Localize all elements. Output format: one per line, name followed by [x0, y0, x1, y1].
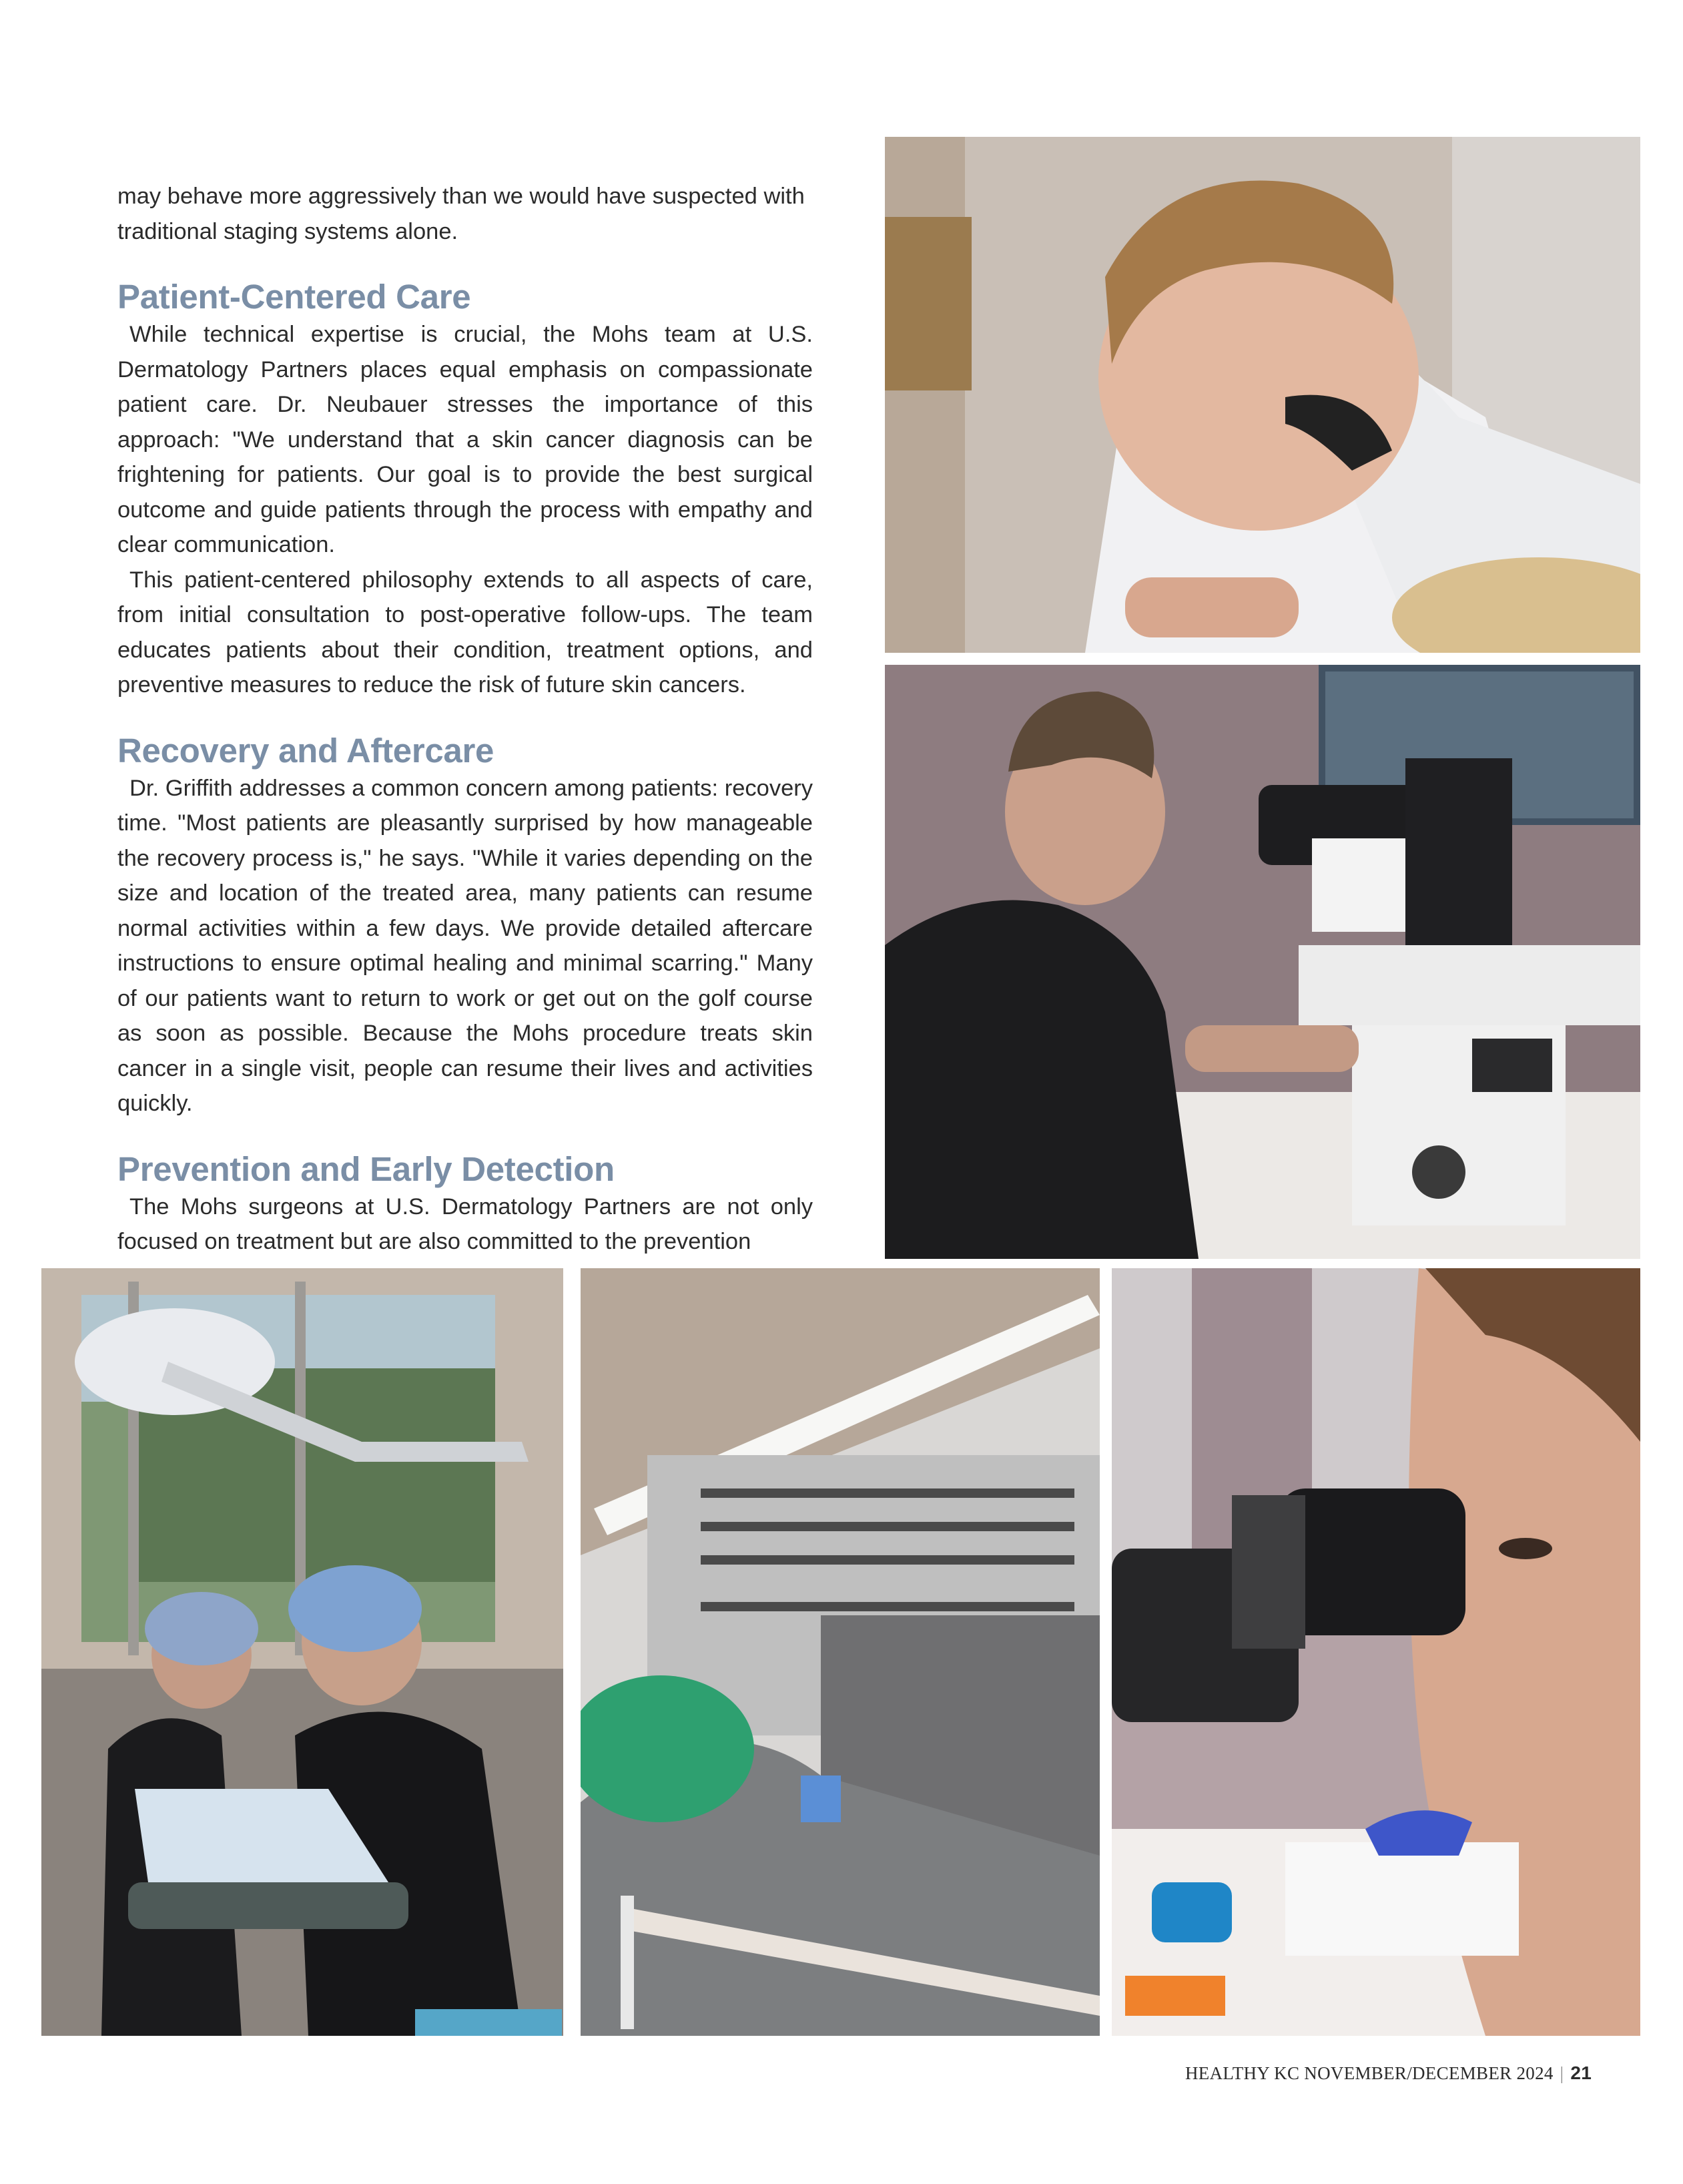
heading-recovery-aftercare: Recovery and Aftercare	[117, 731, 494, 770]
photo-doctor-microscope	[885, 665, 1640, 1259]
photo-doctor-examining-patient	[885, 137, 1640, 653]
page-number: 21	[1570, 2063, 1592, 2083]
heading-patient-centered-care: Patient-Centered Care	[117, 278, 471, 316]
heading-prevention-detection: Prevention and Early Detection	[117, 1149, 615, 1188]
photo-doctor-examining-patient-image	[885, 137, 1640, 653]
photo-lab-slides-image	[581, 1268, 1100, 2036]
page-footer	[1185, 2063, 1592, 2092]
paragraph-patient-care-1: While technical expertise is crucial, the Mohs team at U.S. Dermatology Partners places equal emphasis on compassionate patient care. Dr. Neubauer stresses the importance of this approach: "We understand that a skin cancer diagnosis can be frightening for patients. Our goal is to provide the best surgical outcome and guide patients through the process with empathy and clear communication.	[117, 322, 813, 557]
paragraph-patient-care-2: This patient-centered philosophy extends to all aspects of care, from initial consultation to post-operative follow-ups. The team educates patients about their condition, treatment options, and preventive measures to reduce the risk of future skin cancers.	[117, 567, 813, 698]
footer-publication: HEALTHY KC NOVEMBER/DECEMBER 2024	[1185, 2063, 1554, 2083]
footer-separator: |	[1560, 2063, 1564, 2083]
paragraph-prevention-1: The Mohs surgeons at U.S. Dermatology Partners are not only focused on treatment but are also committed to the prevention	[117, 1193, 813, 1254]
photo-doctor-microscope-image	[885, 665, 1640, 1259]
photo-man-microscope-closeup-image	[1112, 1268, 1640, 2036]
article-text-column	[117, 179, 813, 1260]
photo-surgery-procedure-image	[41, 1268, 563, 2036]
paragraph-recovery-1: Dr. Griffith addresses a common concern among patients: recovery time. "Most patients are pleasantly surprised by how manageable the recovery process is," he says. "While it varies depending on the size and location of the treated area, many patients can resume normal activities within a few days. We provide detailed aftercare instructions to ensure optimal healing and minimal scarring." Many of our patients want to return to work or get out on the golf course as soon as possible. Because the Mohs procedure treats skin cancer in a single visit, people can resume their lives and activities quickly.	[117, 775, 813, 1116]
intro-paragraph: may behave more aggressively than we would have suspected with traditional staging systems alone.	[117, 184, 805, 244]
photo-lab-slides	[581, 1268, 1100, 2036]
photo-surgery-procedure	[41, 1268, 563, 2036]
photo-man-microscope-closeup	[1112, 1268, 1640, 2036]
